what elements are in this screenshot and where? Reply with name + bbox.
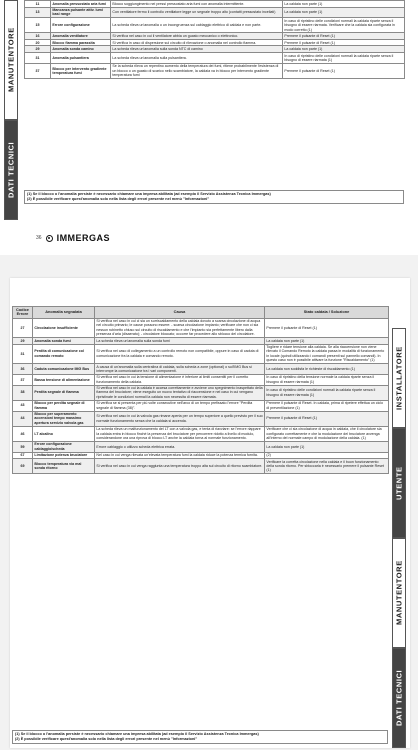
- cell-code: 37: [25, 63, 51, 78]
- header-anomaly: Anomalia segnalata: [33, 307, 95, 319]
- cell-code: 31: [25, 52, 51, 63]
- manual-page-top: [0, 0, 418, 255]
- cell-code: 15: [25, 18, 51, 33]
- cell-code: 11: [25, 1, 51, 8]
- table-row: [13, 318, 389, 337]
- cell-anomaly: Caduta comunicazione IMG Bus: [33, 363, 95, 374]
- cell-code: 31: [13, 344, 33, 363]
- cell-anomaly: Blocco fiamma parassita: [51, 39, 111, 46]
- cell-code: 43: [13, 400, 33, 411]
- side-tab-dati-tecnici[interactable]: DATI TECNICI: [4, 120, 18, 220]
- footnote-1: (1) Se il blocco o l'anomalia persiste è necessario chiamare una impresa abilitata (ad esempio il Servizio Assistenza Tecnica Immergas): [15, 731, 259, 736]
- cell-state: La caldaia non parte (1): [283, 1, 405, 8]
- cell-state: In caso di ripristino delle condizioni normali la caldaia riparte senza il bisogno di essere riarmata. Verificare che la caldaia sia configurata in modo corretto (1): [283, 18, 405, 33]
- cell-code: 69: [13, 459, 33, 474]
- table-row: [13, 441, 389, 452]
- cell-state: Premere il pulsante di Reset (1): [283, 39, 405, 46]
- cell-anomaly: Blocco per perdita segnale di fiamma: [33, 400, 95, 411]
- table-row: [13, 374, 389, 385]
- cell-cause: Se la scheda rileva un repentino aumento della temperatura dei fumi, ritiene probabilmente l'esistenza di un blocco o un guasto di scarico nello scambiatore, la caldaia va in blocco per intervento gradiente temperatura fumi: [111, 63, 283, 78]
- cell-state: Verificare la corretta circolazione nella caldaia e il buon funzionamento della sonda ritorno. Per sbloccarla è necessario premere il pulsante Reset (1): [265, 459, 389, 474]
- cell-cause: Si verifica nel caso in cui ci sia un surriscaldamento della caldaia dovuto a scarsa circolazione di acqua nel circuito primario; le cause possono essere: - scarsa circolazione impianto; verificare che non ci sia nessun rubinetto chiuso sul circuito di riscaldamento e che l'impianto sia perfettamente libero dalla presenza d'aria (disaerato); - circolatore bloccato; occorre far procedere allo sblocco del circolatore.: [95, 318, 265, 337]
- cell-cause: Si verifica nel caso in cui il ventilatore abbia un guasto meccanico o elettronico.: [111, 33, 283, 40]
- cell-cause: La scheda rileva un'anomalia sulla pulsantiera.: [111, 52, 283, 63]
- cell-code: 38: [13, 385, 33, 400]
- side-tab-manutentore[interactable]: MANUTENTORE: [392, 538, 406, 648]
- table-row: [25, 18, 405, 33]
- cell-anomaly: Bassa tensione di alimentazione: [33, 374, 95, 385]
- side-tab-manutentore[interactable]: MANUTENTORE: [4, 0, 18, 120]
- cell-cause: Si verifica nel caso di collegamento a un controllo remoto non compatibile, oppure in caso di caduta di comunicazione fra la caldaia e comando remoto.: [95, 344, 265, 363]
- cell-code: 67: [13, 452, 33, 459]
- footnotes-top: [24, 190, 404, 204]
- cell-anomaly: Anomalia sonda fumi: [33, 338, 95, 345]
- table-row: [25, 7, 405, 18]
- cell-state: Premere il pulsante di Reset (1): [265, 411, 389, 426]
- cell-anomaly: Perdita di comunicazione col comando remoto: [33, 344, 95, 363]
- table-row: [13, 400, 389, 411]
- header-cause: Causa: [95, 307, 265, 319]
- cell-cause: Si verifica in caso di dispersione sul circuito di rilevazione o anomalia nel controllo fiamma.: [111, 39, 283, 46]
- cell-state: Premere il pulsante di Reset. In caldaia, prima di ripetere effettua un ciclo di preventilazione (1): [265, 400, 389, 411]
- footnote-1: (1) Se il blocco o l'anomalia persiste è necessario chiamare una impresa abilitata (ad esempio il Servizio Assistenza Tecnica Immergas): [27, 191, 271, 196]
- cell-state: La caldaia non parte (1): [283, 46, 405, 53]
- cell-code: 44: [13, 411, 33, 426]
- cell-cause: Errore cablaggio o utilizzo scheda elettrica errata.: [95, 441, 265, 452]
- cell-anomaly: Anomalia sonda camino: [51, 46, 111, 53]
- side-tab-installatore[interactable]: INSTALLATORE: [392, 328, 406, 428]
- manual-page-bottom: [10, 278, 410, 748]
- table-row: [13, 411, 389, 426]
- cell-state: In caso di ripristino della tensione normale la caldaia riparte senza il bisogno di essere riarmata (1): [265, 374, 389, 385]
- cell-anomaly: LT alcalino: [33, 426, 95, 441]
- cell-anomaly: Anomalia ventilatore: [51, 33, 111, 40]
- cell-anomaly: Blocco temperatura via mal sonda ritorno: [33, 459, 95, 474]
- cell-state: In caso di ripristino delle condizioni normali la caldaia riparte senza il bisogno di essere riarmata (1): [265, 385, 389, 400]
- cell-anomaly: Errore configurazione cablaggio/scheda: [33, 441, 95, 452]
- cell-code: 29: [13, 338, 33, 345]
- cell-state: (2): [265, 452, 389, 459]
- cell-code: 37: [13, 374, 33, 385]
- cell-code: 59: [13, 441, 33, 452]
- cell-cause: La scheda rileva un'anomalia sulla sonda NTC di camino: [111, 46, 283, 53]
- cell-state: Premere il pulsante di Reset (1): [283, 63, 405, 78]
- table-row: [13, 459, 389, 474]
- side-tabs-top: [4, 0, 18, 220]
- cell-anomaly: Perdita segnale di fiamma: [33, 385, 95, 400]
- table-row: [25, 52, 405, 63]
- page-footer: [36, 233, 110, 243]
- cell-state: La caldaia non parte (1): [265, 338, 389, 345]
- error-table-top: [24, 0, 405, 79]
- cell-state: La caldaia non soddisfa le richieste di riscaldamento (1): [265, 363, 389, 374]
- table-row: [13, 385, 389, 400]
- cell-state: In caso di ripristino delle condizioni normali la caldaia riparte senza il bisogno di essere riarmata (1): [283, 52, 405, 63]
- cell-anomaly: Mancanza pulsante attiv. lumi basi range: [51, 7, 111, 18]
- page-number: 36: [36, 235, 42, 241]
- cell-code: 29: [25, 46, 51, 53]
- cell-cause: La scheda rileva un malfunzionamento del LT con a valvola gas, e tenta di riavviare: se l'errore riappare la caldaia entra in blocco finché la presenza del bruciatore per percorrere ridotto a livello di modulo, considerandone ora una riprova di blocco LT anche la caldaia torna al normale funzionamento.: [95, 426, 265, 441]
- cell-cause: Si verifica se si presenta per più volte consecutive nell'arco di un tempo prefissato l'errore "Perdita segnale di fiamma (38)".: [95, 400, 265, 411]
- cell-anomaly: Blocco per superamento accensioni tempo massimo apertura servizio valvola gas: [33, 411, 95, 426]
- table-row: [13, 363, 389, 374]
- cell-cause: Si verifica nel caso in cui la valvola gas rimane aperta per un tempo superiore a quello previsto per il suo normale funzionamento senza che la caldaia si accenda.: [95, 411, 265, 426]
- side-tab-utente[interactable]: UTENTE: [392, 428, 406, 538]
- table-row: [25, 63, 405, 78]
- cell-code: 36: [13, 363, 33, 374]
- cell-state: La caldaia non parte (1): [283, 7, 405, 18]
- cell-state: Premere il pulsante di Reset (1): [265, 318, 389, 337]
- immergas-logo-icon: [46, 235, 53, 242]
- table-row: [13, 426, 389, 441]
- side-tabs-bottom: [392, 328, 406, 748]
- cell-code: 46: [13, 426, 33, 441]
- cell-cause: Si verifica nel caso in cui la caldaia è accesa correttamente e avviene uno spegnimento inaspettato della fiamma del bruciatore; viene eseguito un nuovo tentativo di riaccensione e nel caso in cui vengano ripristinate le condizioni normali la caldaia non necessita di essere riarmata.: [96, 386, 263, 399]
- cell-cause: La scheda rileva un'anomalia sulla sonda fumi: [95, 338, 265, 345]
- footnote-2: (2) È possibile verificare quest'anomalia solo nella lista degli errori presente nel menù "Informazioni": [15, 736, 198, 741]
- cell-code: 20: [25, 39, 51, 46]
- brand-name: IMMERGAS: [56, 233, 111, 243]
- cell-cause: Nel caso in cui venga rilevata un'elevata temperatura fumi la caldaia riduce la potenza termica fornita.: [95, 452, 265, 459]
- cell-code: 13: [25, 7, 51, 18]
- cell-cause: Si verifica nel caso in cui venga raggiunta una temperatura troppo alta sul circuito di ritorno scambiatore.: [95, 459, 265, 474]
- cell-anomaly: Limitazione potenza bruciatore: [33, 452, 95, 459]
- header-code: Codice Errore: [13, 307, 33, 319]
- cell-code: 16: [25, 33, 51, 40]
- cell-anomaly: Blocco per intervento gradiente temperatura fumi: [51, 63, 111, 78]
- cell-state: Verificare che ci sia circolazione di acqua in caldaia, che il circolatore sia configurato correttamente e che la modulazione del bruciatore avvenga all'interno del normale campo di modulazione della caldaia. (1): [265, 426, 389, 441]
- header-state: Stato caldaia / Soluzione: [265, 307, 389, 319]
- error-table-bottom: [12, 306, 389, 474]
- cell-code: 27: [13, 318, 33, 337]
- cell-cause: Con ventilatore fermo il controllo ventilatore legge un segnale troppo alto (contatti pressostato inceliati): [111, 7, 283, 18]
- cell-state: Togliere e ridare tensione alla caldaia. Se alla riaccensione non viene rilevato il Comando Remoto la caldaia passa in modalità di funzionamento in locale (quindi utilizzando i comandi presenti sul pannello comandi). In questo caso non è possibile attivare la funzione "Riscaldamento" (1): [265, 344, 389, 363]
- table-header-row: [13, 307, 389, 319]
- cell-anomaly: Errore configurazione: [51, 18, 111, 33]
- cell-state: La caldaia non parte (1): [265, 441, 389, 452]
- cell-cause: Blocco soggiungimento nei pressi pressostato aria fumi con anomalia intermittente.: [111, 1, 283, 8]
- cell-anomaly: Anomalia pulsantiera: [51, 52, 111, 63]
- cell-cause: Si verifica nel caso in cui la tensione di alimentazione è inferiore ai limiti consentiti per il corretto funzionamento della caldaia.: [95, 374, 265, 385]
- cell-cause: La scheda rileva un'anomalia o un incongruenza sul cablaggio elettrico di caldaia e non parte.: [111, 18, 283, 33]
- footnotes-bottom: [12, 730, 388, 744]
- cell-anomaly: Circolazione insufficiente: [33, 318, 95, 337]
- cell-cause: A causa di un'anomalia sulla centralina di caldaia, sulla scheda a zone (optional) o sull'IMG Bus si interrompe la comunicazione tra i vari componenti.: [95, 363, 265, 374]
- table-row: [13, 344, 389, 363]
- side-tab-dati-tecnici[interactable]: DATI TECNICI: [392, 648, 406, 748]
- cell-anomaly: Anomalia pressostato aria fumi: [51, 1, 111, 8]
- cell-state: Premere il pulsante di Reset (1): [283, 33, 405, 40]
- footnote-2: (2) È possibile verificare quest'anomalia solo nella lista degli errori presente nel menù "Informazioni": [27, 196, 210, 201]
